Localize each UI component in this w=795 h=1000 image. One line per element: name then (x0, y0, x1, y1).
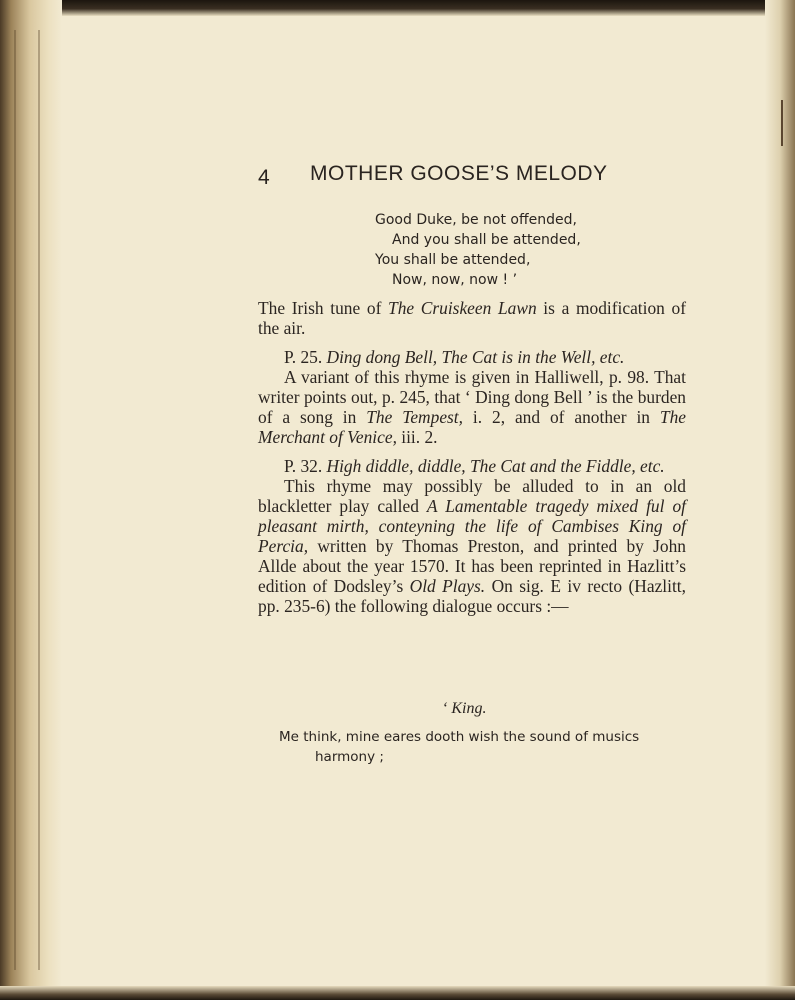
verse-line: Good Duke, be not offended, (375, 212, 577, 228)
verse-line: You shall be attended, (375, 252, 531, 268)
note-heading-p32: P. 32. High diddle, diddle, The Cat and the Fiddle, etc. (284, 456, 665, 476)
page-number: 4 (258, 166, 270, 189)
verse-line: And you shall be attended, (392, 232, 581, 248)
book-spine-shadow (0, 0, 62, 1000)
page-right-edge (765, 0, 795, 1000)
page-bottom-edge (0, 986, 795, 1000)
right-edge-mark (781, 100, 783, 146)
paragraph-cambises: This rhyme may possibly be alluded to in an old blackletter play called A Lamentable tragedy mixed ful of pleasant mirth, conteyning the life of Cambises King of Percia, written by Thomas Preston, and printed by John Allde about the year 1570. It has been reprinted in Hazlitt’s edition of Dodsley’s Old Plays. On sig. E iv recto (Hazlitt, pp. 235-6) the following dialogue occurs :— (258, 476, 686, 616)
note-heading-p25: P. 25. Ding dong Bell, The Cat is in the Well, etc. (284, 347, 625, 367)
page-top-edge (0, 0, 795, 16)
page-edge-line (14, 30, 16, 970)
page-header (258, 160, 678, 192)
quote-line: Me think, mine eares dooth wish the sound of musics (279, 729, 640, 745)
paragraph-ding-dong: A variant of this rhyme is given in Halliwell, p. 98. That writer points out, p. 245, that ‘ Ding dong Bell ’ is the burden of a song in The Tempest, i. 2, and of another in The Merchant of Venice, iii. 2. (258, 367, 686, 447)
running-title: MOTHER GOOSE’S MELODY (310, 162, 608, 185)
quote-line: harmony ; (315, 749, 384, 765)
body-text (258, 298, 686, 625)
paragraph-cruiskeen: The Irish tune of The Cruiskeen Lawn is a modification of the air. (258, 298, 686, 338)
speaker-label: ‘ King. (442, 700, 487, 717)
quote-block (279, 727, 699, 767)
verse-line: Now, now, now ! ’ (392, 272, 518, 288)
page-edge-line (38, 30, 40, 970)
